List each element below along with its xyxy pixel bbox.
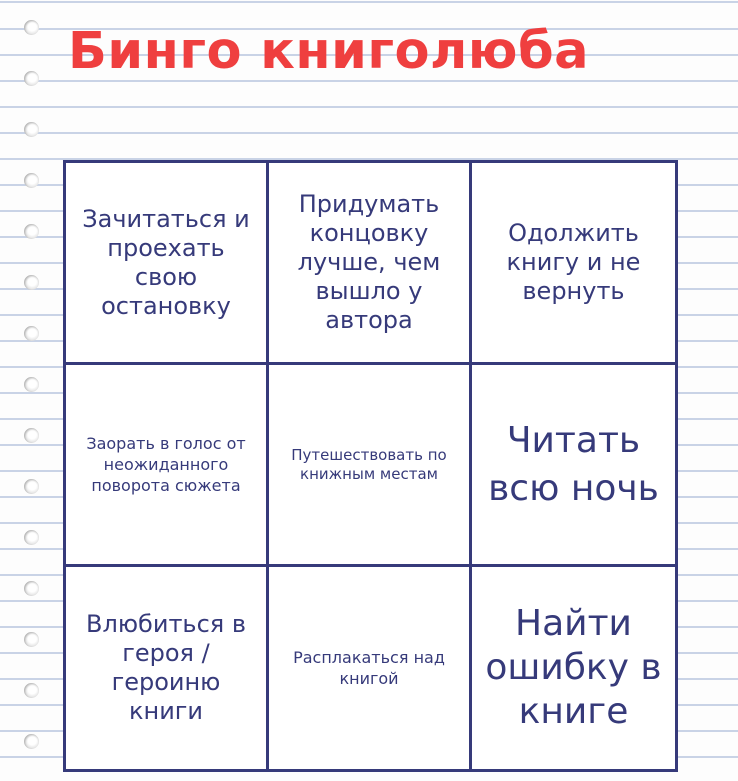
bingo-cell[interactable]: Придумать концовку лучше, чем вышло у автора: [269, 163, 472, 365]
bingo-grid: [63, 160, 678, 772]
bingo-cell[interactable]: Зачитаться и проехать свою остановку: [66, 163, 269, 365]
binder-hole-icon: [24, 734, 39, 749]
binder-hole-icon: [24, 173, 39, 188]
bingo-cell[interactable]: Найти ошибку в книге: [485, 603, 662, 732]
bingo-cell[interactable]: Заорать в голос от неожиданного поворота сюжета: [66, 365, 269, 567]
binder-hole-icon: [24, 479, 39, 494]
binder-hole-icon: [24, 581, 39, 596]
binder-hole-icon: [24, 377, 39, 392]
binder-hole-icon: [24, 326, 39, 341]
bingo-cell[interactable]: Читать всю ночь: [472, 365, 675, 567]
binder-hole-icon: [24, 632, 39, 647]
binder-hole-icon: [24, 428, 39, 443]
bingo-cell[interactable]: Одолжить книгу и не вернуть: [472, 163, 675, 365]
page-title: Бинго книголюба: [68, 22, 590, 81]
bingo-cell[interactable]: Расплакаться над книгой: [269, 567, 472, 769]
binder-hole-icon: [24, 683, 39, 698]
binder-hole-icon: [24, 224, 39, 239]
bingo-cell[interactable]: Влюбиться в героя / героиню книги: [66, 567, 269, 769]
binder-hole-icon: [24, 275, 39, 290]
binder-hole-icon: [24, 530, 39, 545]
bingo-cell[interactable]: Путешествовать по книжным местам: [269, 365, 472, 567]
binder-hole-icon: [24, 71, 39, 86]
binder-hole-icon: [24, 20, 39, 35]
binder-hole-icon: [24, 122, 39, 137]
